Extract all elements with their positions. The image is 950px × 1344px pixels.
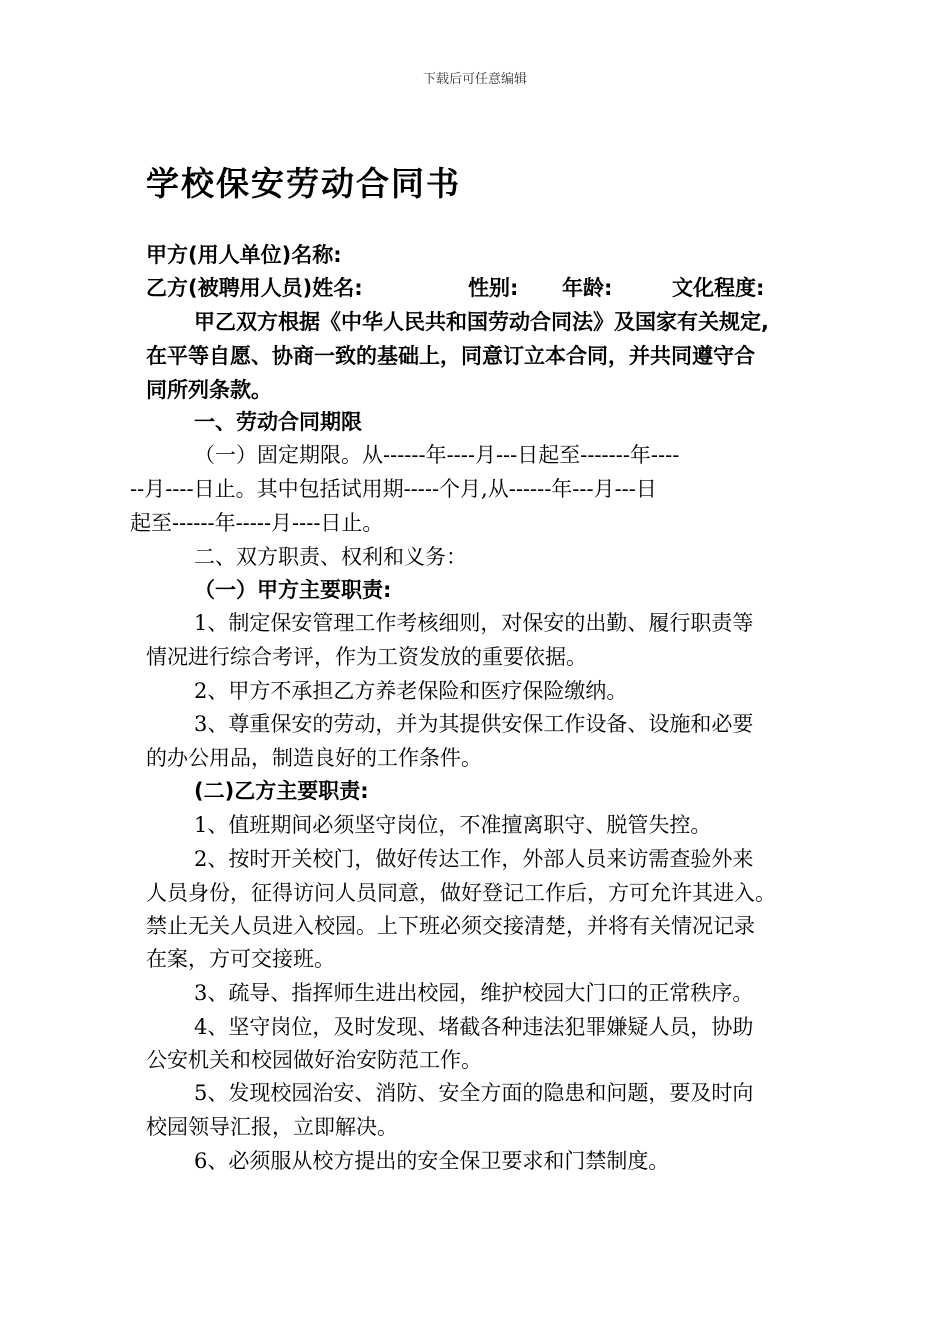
section-1-line-1: （一）固定期限。从------年----月---日起至-------年---- bbox=[194, 443, 680, 467]
document-title: 学校保安劳动合同书 bbox=[146, 164, 461, 203]
party-a-duty-line: 3、尊重保安的劳动，并为其提供安保工作设备、设施和必要 bbox=[194, 712, 754, 736]
party-b-name-label: 乙方(被聘用人员)姓名: bbox=[146, 276, 363, 300]
party-b-duty-line: 公安机关和校园做好治安防范工作。 bbox=[146, 1048, 482, 1072]
party-b-duty-line: 校园领导汇报，立即解决。 bbox=[146, 1115, 398, 1139]
party-b-duty-line: 4、坚守岗位，及时发现、堵截各种违法犯罪嫌疑人员，协助 bbox=[194, 1015, 754, 1039]
party-b-duty-line: 人员身份，征得访问人员同意，做好登记工作后，方可允许其进入。 bbox=[146, 881, 776, 905]
party-a-name-label: 甲方(用人单位)名称: bbox=[146, 243, 342, 267]
party-a-duty-line: 2、甲方不承担乙方养老保险和医疗保险缴纳。 bbox=[194, 679, 628, 703]
party-b-duty-line: 禁止无关人员进入校园。上下班必须交接清楚，并将有关情况记录 bbox=[146, 914, 755, 938]
section-2-heading: 二、双方职责、权利和义务： bbox=[194, 545, 467, 569]
party-b-duty-line: 5、发现校园治安、消防、安全方面的隐患和问题，要及时向 bbox=[194, 1081, 754, 1105]
party-b-duty-line: 6、必须服从校方提出的安全保卫要求和门禁制度。 bbox=[194, 1149, 670, 1173]
party-b-duty-line: 1、值班期间必须坚守岗位，不准擅离职守、脱管失控。 bbox=[194, 813, 712, 837]
party-b-duty-line: 2、按时开关校门，做好传达工作，外部人员来访需查验外来 bbox=[194, 847, 754, 871]
party-b-duties-heading: (二)乙方主要职责: bbox=[194, 779, 369, 803]
party-b-row bbox=[146, 271, 765, 305]
preamble-line-1: 甲乙双方根据《中华人民共和国劳动合同法》及国家有关规定, bbox=[194, 310, 769, 334]
section-1-line-2: --月----日止。其中包括试用期-----个月,从------年---月---日 bbox=[130, 477, 657, 501]
party-b-duty-line: 在案，方可交接班。 bbox=[146, 947, 335, 971]
party-a-duties-heading: （一）甲方主要职责: bbox=[194, 578, 392, 602]
header-note: 下载后可任意编辑 bbox=[422, 72, 527, 87]
preamble-line-3: 同所列条款。 bbox=[146, 378, 272, 402]
section-1-heading: 一、劳动合同期限 bbox=[194, 410, 362, 434]
party-a-duty-line: 的办公用品，制造良好的工作条件。 bbox=[146, 746, 482, 770]
party-a-duty-line: 情况进行综合考评，作为工资发放的重要依据。 bbox=[146, 645, 587, 669]
party-b-duty-line: 3、疏导、指挥师生进出校园，维护校园大门口的正常秩序。 bbox=[194, 981, 754, 1005]
party-a-duty-line: 1、制定保安管理工作考核细则，对保安的出勤、履行职责等 bbox=[194, 611, 754, 635]
party-b-age-label: 年龄: bbox=[562, 276, 613, 300]
party-b-gender-label: 性别: bbox=[468, 276, 519, 300]
preamble-line-2: 在平等自愿、协商一致的基础上，同意订立本合同，并共同遵守合 bbox=[146, 344, 755, 368]
section-1-line-3: 起至------年-----月----日止。 bbox=[130, 511, 384, 535]
party-b-education-label: 文化程度: bbox=[672, 276, 765, 300]
